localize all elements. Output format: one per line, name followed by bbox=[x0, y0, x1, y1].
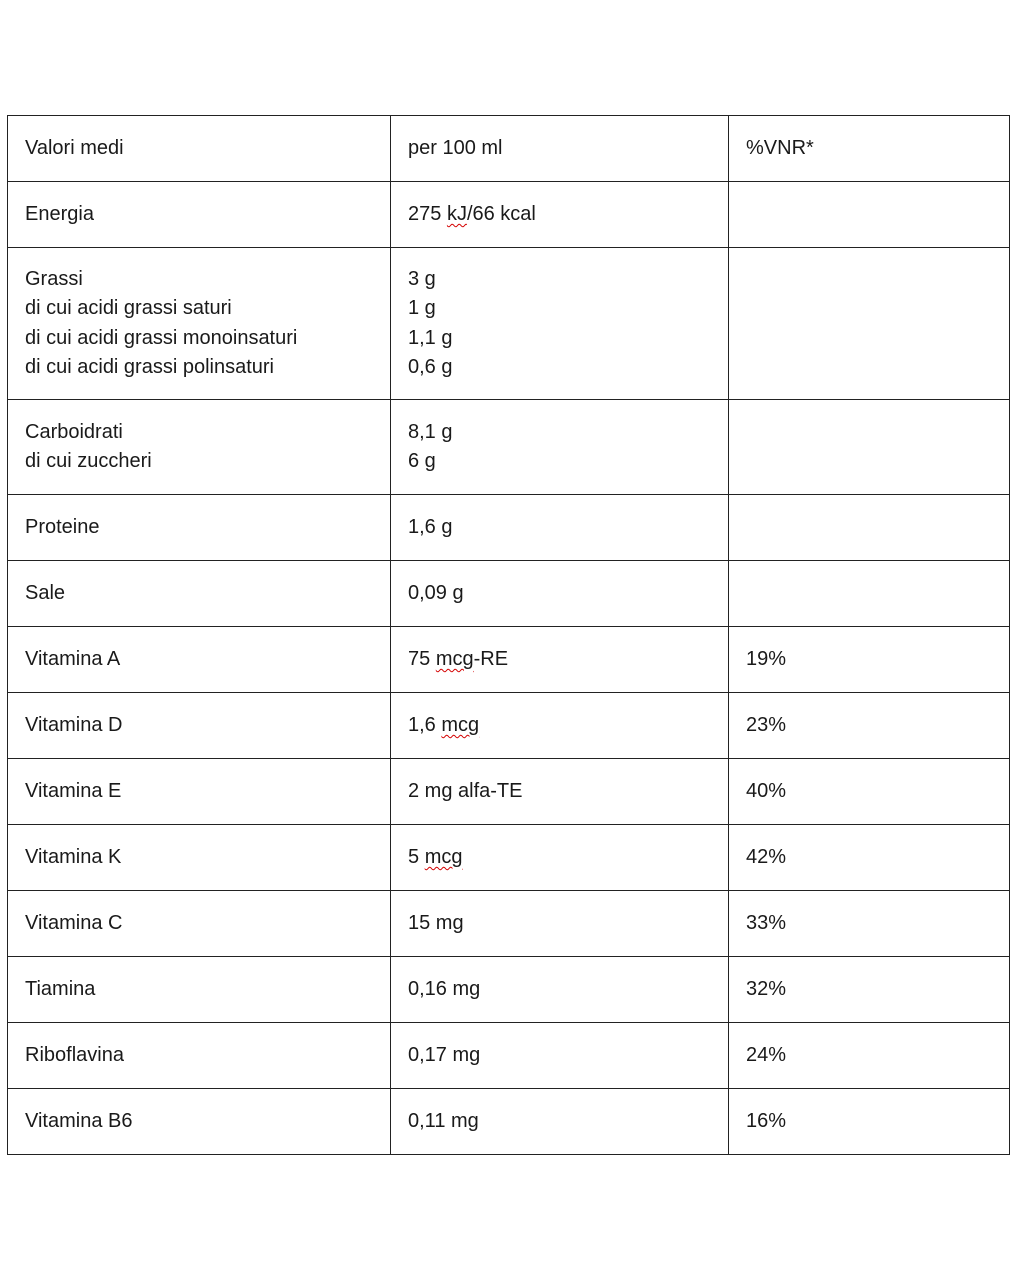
nutrient-name: Vitamina A bbox=[8, 627, 391, 693]
value-part: 5 bbox=[408, 845, 425, 868]
table-row-carboidrati bbox=[8, 400, 1010, 495]
spellcheck-word: mcg bbox=[441, 713, 480, 736]
table-row-vitamina-c bbox=[8, 891, 1010, 957]
value-line: 8,1 g bbox=[408, 420, 453, 443]
value-part: -RE bbox=[473, 647, 509, 670]
nutrition-table bbox=[7, 115, 1010, 1155]
value-part: 1,6 bbox=[408, 713, 442, 736]
name-line: di cui acidi grassi monoinsaturi bbox=[25, 326, 298, 349]
nutrient-name: Energia bbox=[8, 182, 391, 248]
nutrient-value bbox=[391, 182, 729, 248]
header-per100-cell: per 100 ml bbox=[391, 116, 729, 182]
nutrient-value bbox=[391, 627, 729, 693]
nutrient-name: Vitamina D bbox=[8, 693, 391, 759]
nutrient-vnr: 40% bbox=[729, 759, 1010, 825]
nutrient-vnr: 42% bbox=[729, 825, 1010, 891]
table-row-sale bbox=[8, 561, 1010, 627]
nutrient-vnr bbox=[729, 400, 1010, 495]
table-row-vitamina-a bbox=[8, 627, 1010, 693]
nutrient-vnr bbox=[729, 182, 1010, 248]
table-row-riboflavina bbox=[8, 1023, 1010, 1089]
nutrient-value: 0,17 mg bbox=[391, 1023, 729, 1089]
nutrient-name: Tiamina bbox=[8, 957, 391, 1023]
value-line: 0,6 g bbox=[408, 356, 453, 378]
header-vnr-cell: %VNR* bbox=[729, 116, 1010, 182]
nutrient-name: Vitamina C bbox=[8, 891, 391, 957]
table-row-energia bbox=[8, 182, 1010, 248]
name-line: di cui zuccheri bbox=[25, 450, 152, 472]
nutrient-vnr: 24% bbox=[729, 1023, 1010, 1089]
table-row-proteine bbox=[8, 495, 1010, 561]
name-line: di cui acidi grassi saturi bbox=[25, 297, 232, 319]
nutrient-name bbox=[8, 400, 391, 495]
nutrient-vnr: 19% bbox=[729, 627, 1010, 693]
value-line: 1 g bbox=[408, 297, 436, 319]
nutrient-name bbox=[8, 248, 391, 400]
nutrient-name: Vitamina E bbox=[8, 759, 391, 825]
nutrient-value: 0,11 mg bbox=[391, 1089, 729, 1155]
nutrient-name: Proteine bbox=[8, 495, 391, 561]
name-line: Grassi bbox=[25, 267, 83, 290]
nutrient-value bbox=[391, 825, 729, 891]
value-line: 1,1 g bbox=[408, 326, 453, 349]
table-row-vitamina-b6 bbox=[8, 1089, 1010, 1155]
nutrient-name: Sale bbox=[8, 561, 391, 627]
nutrient-value: 0,09 g bbox=[391, 561, 729, 627]
nutrient-vnr: 33% bbox=[729, 891, 1010, 957]
spellcheck-word: mcg bbox=[424, 845, 463, 868]
value-part: 275 bbox=[408, 202, 447, 225]
value-part: 75 bbox=[408, 647, 436, 670]
table-row-tiamina bbox=[8, 957, 1010, 1023]
nutrient-value: 2 mg alfa-TE bbox=[391, 759, 729, 825]
name-line: Carboidrati bbox=[25, 420, 123, 443]
nutrient-vnr bbox=[729, 248, 1010, 400]
table-row-vitamina-d bbox=[8, 693, 1010, 759]
nutrient-name: Vitamina K bbox=[8, 825, 391, 891]
nutrient-vnr bbox=[729, 495, 1010, 561]
nutrient-value bbox=[391, 400, 729, 495]
nutrient-vnr: 23% bbox=[729, 693, 1010, 759]
nutrient-vnr: 16% bbox=[729, 1089, 1010, 1155]
table-row-vitamina-e bbox=[8, 759, 1010, 825]
table-row-grassi bbox=[8, 248, 1010, 400]
nutrient-value: 0,16 mg bbox=[391, 957, 729, 1023]
nutrient-name: Vitamina B6 bbox=[8, 1089, 391, 1155]
table-row-vitamina-k bbox=[8, 825, 1010, 891]
nutrient-vnr: 32% bbox=[729, 957, 1010, 1023]
nutrient-value: 1,6 g bbox=[391, 495, 729, 561]
spellcheck-word: kJ bbox=[446, 202, 467, 225]
name-line: di cui acidi grassi polinsaturi bbox=[25, 356, 275, 378]
nutrient-value bbox=[391, 248, 729, 400]
nutrient-value: 15 mg bbox=[391, 891, 729, 957]
table-header-row bbox=[8, 116, 1010, 182]
header-name-cell: Valori medi bbox=[8, 116, 391, 182]
value-part: /66 kcal bbox=[466, 202, 536, 225]
value-line: 6 g bbox=[408, 450, 436, 472]
nutrient-name: Riboflavina bbox=[8, 1023, 391, 1089]
nutrient-value bbox=[391, 693, 729, 759]
spellcheck-word: mcg bbox=[435, 647, 474, 670]
value-line: 3 g bbox=[408, 267, 436, 290]
nutrient-vnr bbox=[729, 561, 1010, 627]
